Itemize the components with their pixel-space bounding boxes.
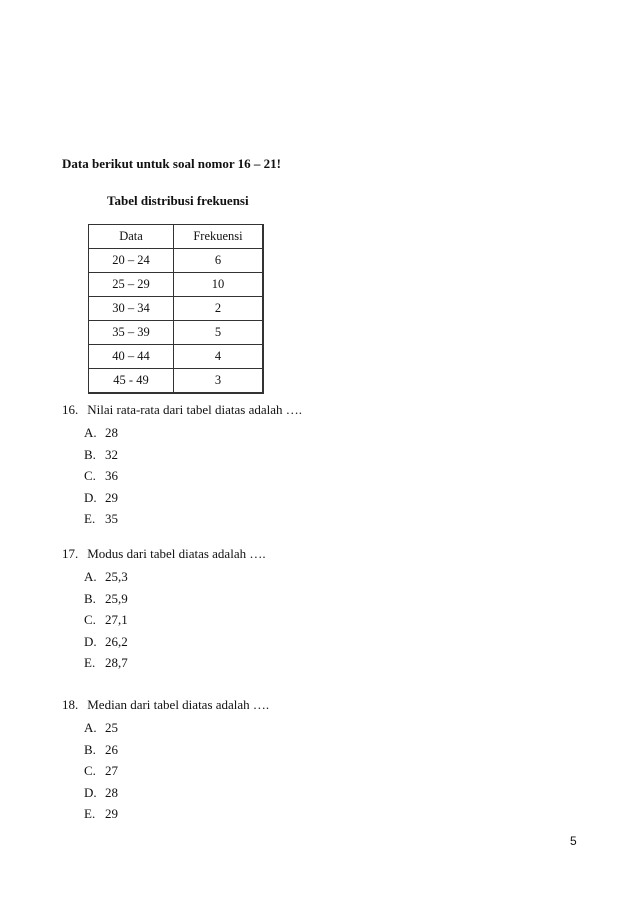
option-a [84,566,128,588]
table-cell-data: 45 - 49 [89,369,174,394]
intro-text: Data berikut untuk soal nomor 16 – 21! [62,156,281,171]
table-row [89,273,264,297]
question-number: 18. [62,697,79,712]
table-row [89,297,264,321]
table-header-data: Data [89,225,174,249]
table-cell-data: 20 – 24 [89,249,174,273]
option-letter: C. [84,612,96,627]
table-cell-data: 40 – 44 [89,345,174,369]
option-value: 28 [105,784,118,800]
table-cell-frequency: 3 [174,369,264,394]
option-value: 32 [105,446,118,462]
option-letter: A. [84,569,97,584]
table-row [89,321,264,345]
table-row [89,345,264,369]
table-row [89,369,264,394]
option-letter: B. [84,590,96,606]
option-value: 36 [105,468,118,483]
option-d [84,487,118,509]
question-text: Nilai rata-rata dari tabel diatas adalah …. [87,402,303,417]
option-d [84,782,118,804]
question-18-options [84,717,118,825]
table-header-frekuensi: Frekuensi [174,225,264,249]
table-header-row [89,225,264,249]
option-c [84,609,128,631]
option-letter: E. [84,511,96,526]
option-e [84,803,118,825]
option-value: 28 [105,425,118,440]
option-e [84,508,118,530]
option-b [84,444,118,466]
option-letter: A. [84,720,97,735]
option-letter: D. [84,633,97,649]
option-value: 25,9 [105,590,128,606]
question-text: Median dari tabel diatas adalah …. [87,697,270,712]
table-cell-data: 30 – 34 [89,297,174,321]
page-number: 5 [570,834,577,848]
question-number: 16. [62,402,79,417]
table-cell-frequency: 6 [174,249,264,273]
table-title: Tabel distribusi frekuensi [107,193,249,208]
question-text: Modus dari tabel diatas adalah …. [87,546,266,561]
option-c [84,465,118,487]
option-a [84,717,118,739]
option-value: 26,2 [105,633,128,649]
table-cell-frequency: 2 [174,297,264,321]
option-e [84,652,128,674]
question-16 [62,402,302,418]
option-letter: E. [84,806,96,821]
table-cell-data: 25 – 29 [89,273,174,297]
table-row [89,249,264,273]
option-value: 28,7 [105,655,128,670]
option-b [84,588,128,610]
frequency-table [88,224,264,394]
question-17 [62,546,266,562]
option-letter: A. [84,425,97,440]
option-value: 25 [105,720,118,735]
option-letter: E. [84,655,96,670]
question-number: 17. [62,546,79,561]
option-value: 35 [105,511,118,526]
option-value: 29 [105,806,118,821]
option-letter: C. [84,763,96,778]
table-cell-frequency: 10 [174,273,264,297]
question-16-options [84,422,118,530]
option-letter: C. [84,468,96,483]
option-letter: B. [84,446,96,462]
option-value: 27,1 [105,612,128,627]
table-cell-frequency: 5 [174,321,264,345]
question-17-options [84,566,128,674]
question-18 [62,697,269,713]
option-a [84,422,118,444]
option-value: 26 [105,741,118,757]
option-letter: D. [84,489,97,505]
option-value: 27 [105,763,118,778]
option-b [84,739,118,761]
table-cell-frequency: 4 [174,345,264,369]
option-letter: B. [84,741,96,757]
option-value: 29 [105,489,118,505]
option-letter: D. [84,784,97,800]
option-c [84,760,118,782]
option-d [84,631,128,653]
table-cell-data: 35 – 39 [89,321,174,345]
option-value: 25,3 [105,569,128,584]
